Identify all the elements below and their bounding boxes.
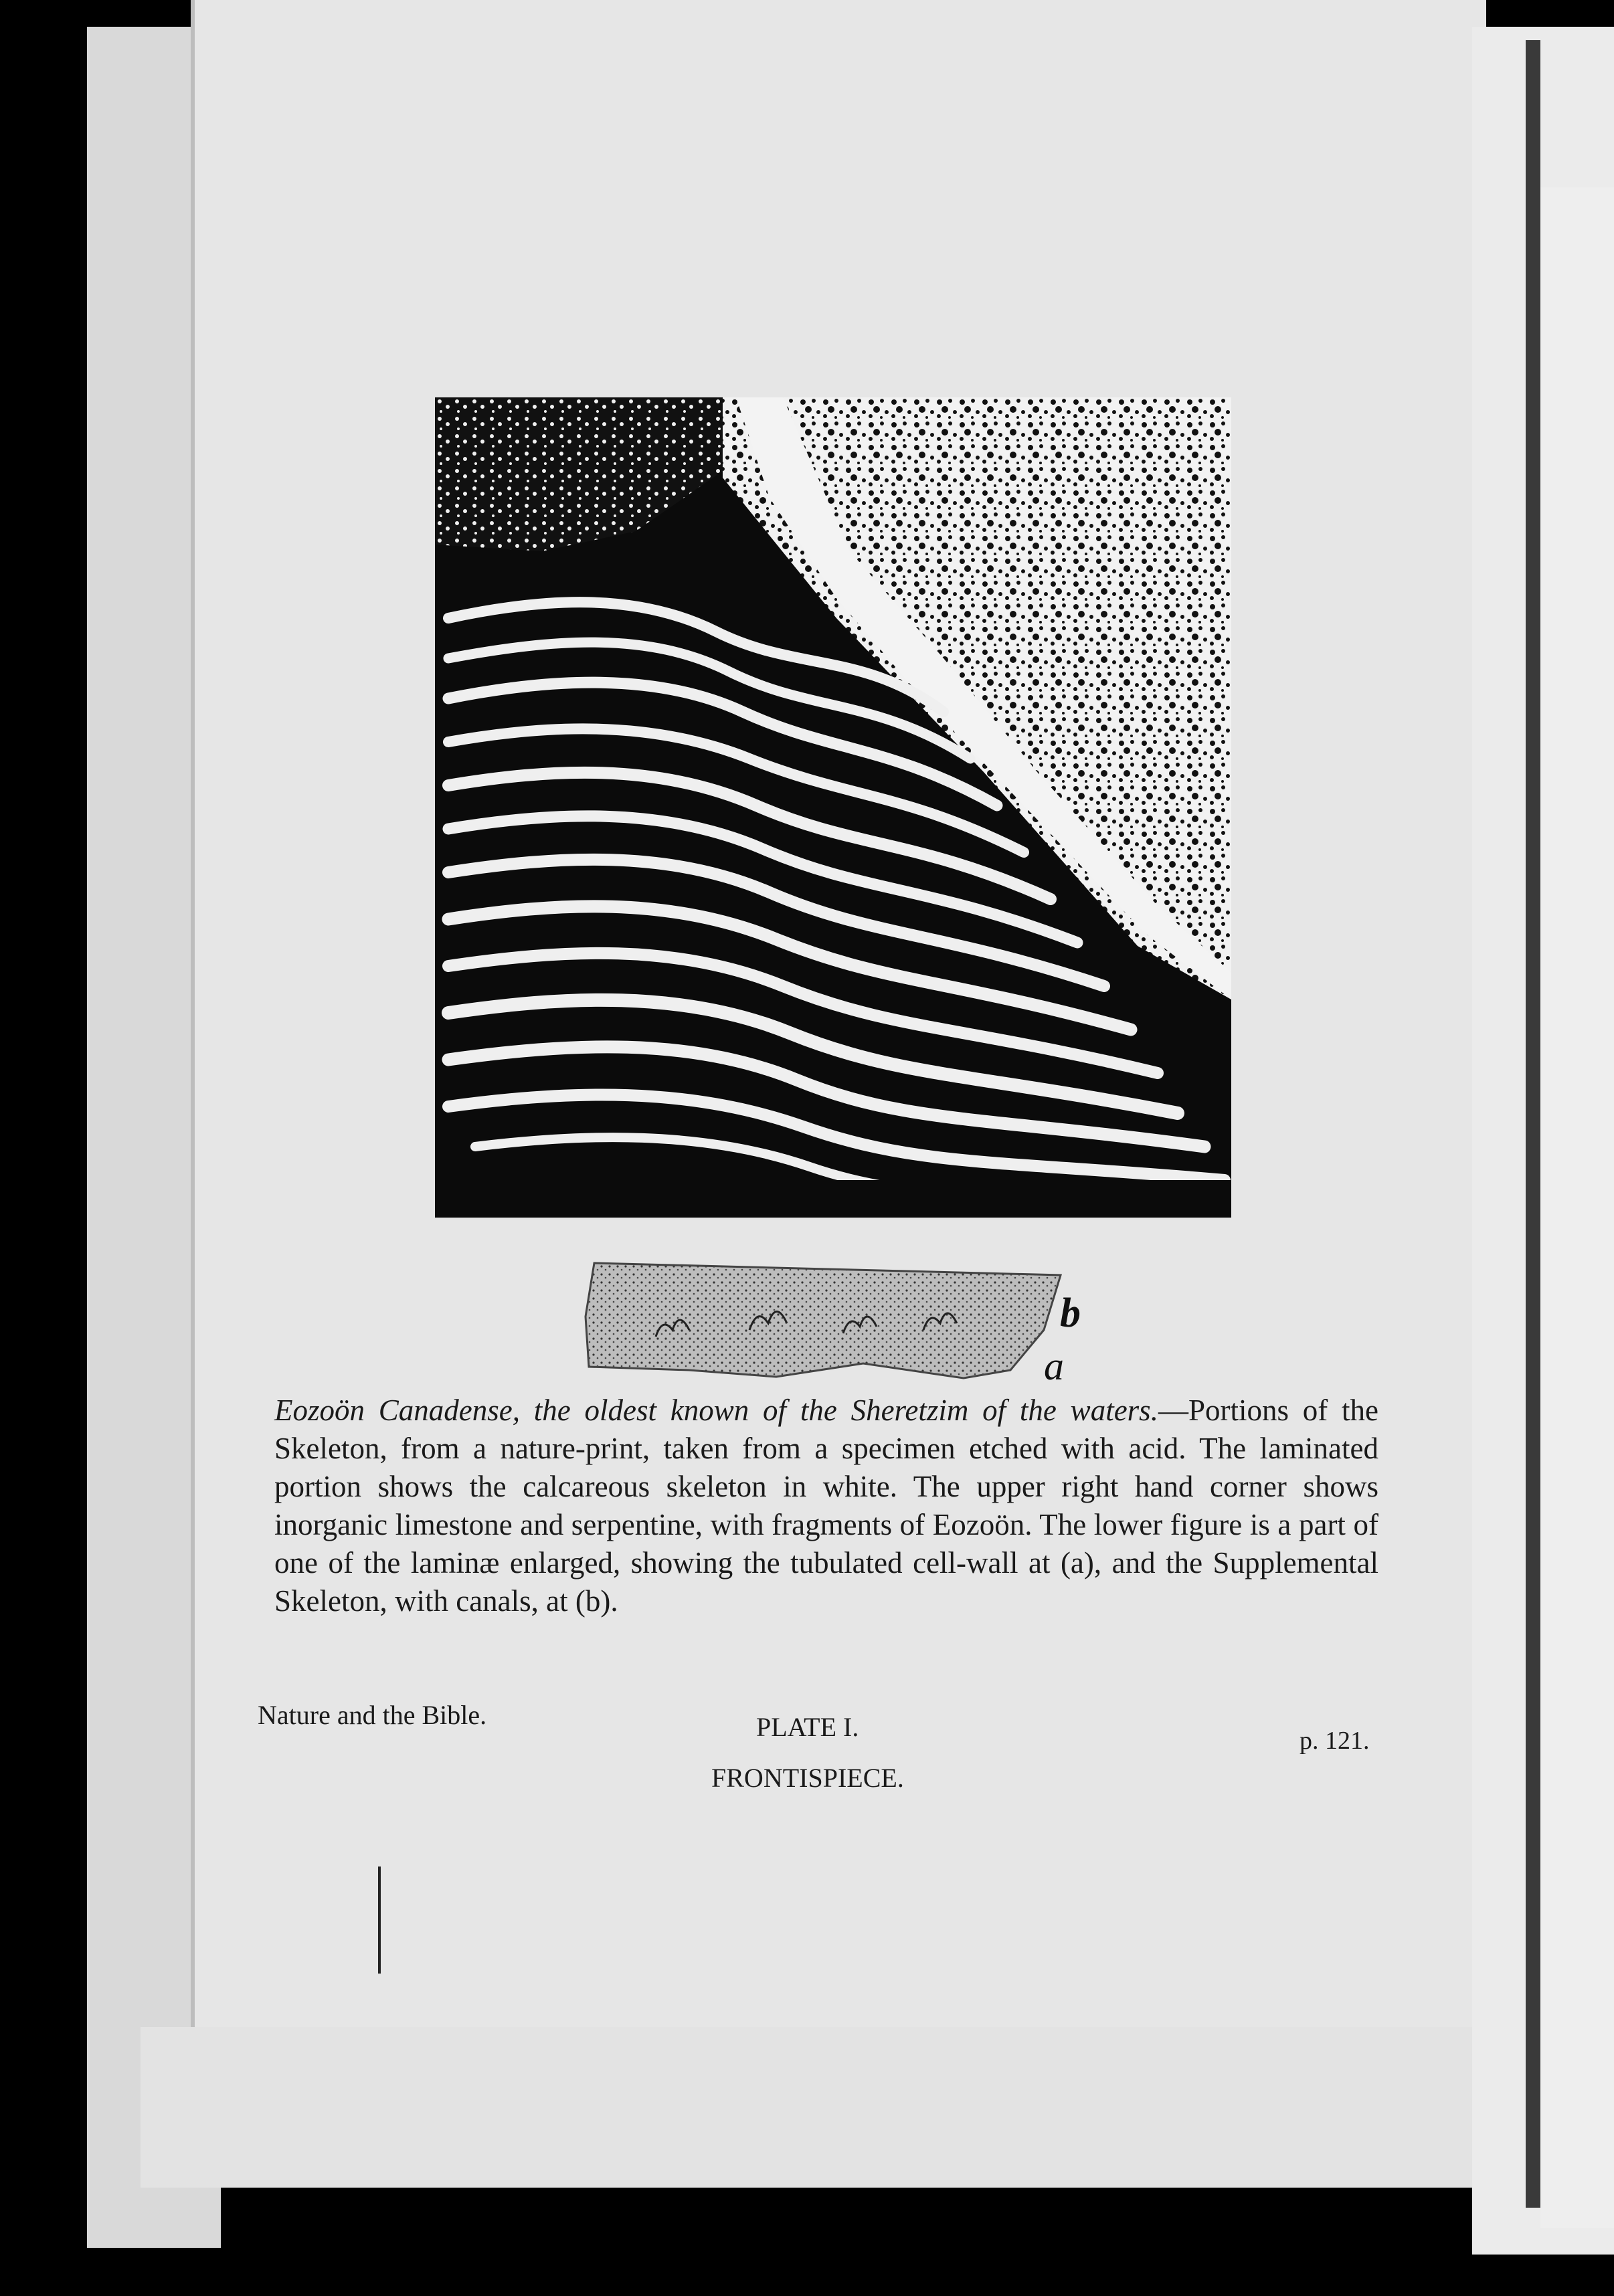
caption-lead: Eozoön Canadense, the oldest known of the Sheretzim of the waters.: [274, 1394, 1158, 1427]
eozoon-nature-print-illustration: [435, 397, 1231, 1218]
figure-label-b: b: [1060, 1290, 1081, 1336]
figure-caption: [274, 1392, 1378, 1620]
caption-body: —Portions of the Skeleton, from a nature-print, taken from a specimen etched with acid. The laminated portion shows the calcareous skeleton in white. The upper right hand corner shows inorganic limestone and serpentine, with fragments of Eozoön. The lower figure is a part of one of the laminæ enlarged, showing the tubulated cell-wall at (a), and the Supplemental Skeleton, with canals, at (b).: [274, 1394, 1378, 1618]
book-title: Nature and the Bible.: [258, 1700, 487, 1730]
lamina-enlarged-figure: [575, 1256, 1071, 1380]
plate-number: PLATE I.: [756, 1712, 859, 1742]
facing-page-inner: [1540, 187, 1614, 2228]
page-reference: p. 121.: [1299, 1727, 1370, 1755]
page-gutter: [1526, 40, 1540, 2208]
figure-label-a: a: [1044, 1344, 1064, 1388]
frontispiece-label: FRONTISPIECE.: [711, 1763, 904, 1793]
scan-artifact-line: [378, 1867, 381, 1974]
page-bottom-edge: [141, 2027, 1479, 2188]
